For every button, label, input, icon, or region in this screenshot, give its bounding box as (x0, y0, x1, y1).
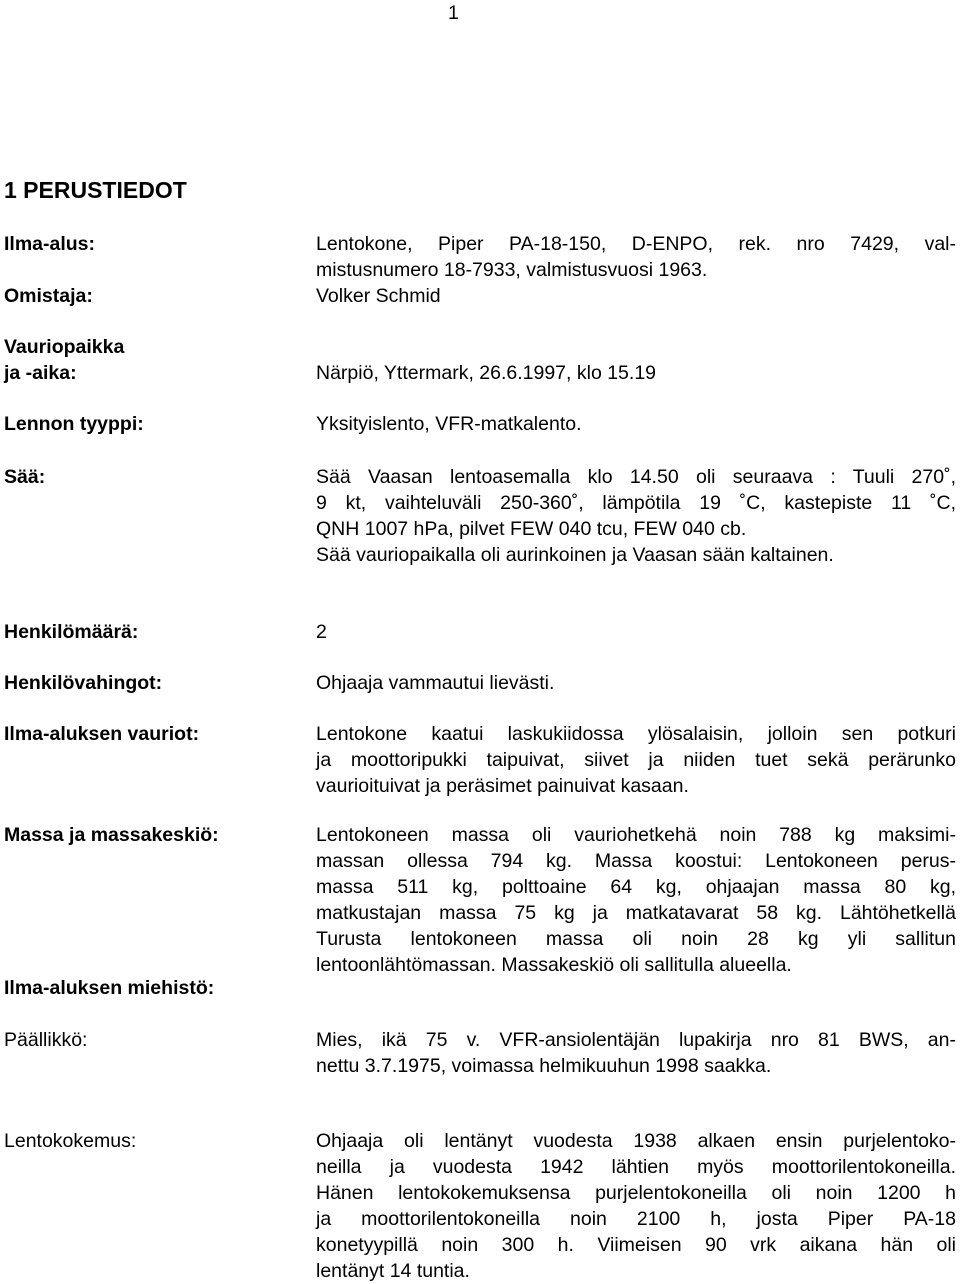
label-paallikko: Päällikkö: (4, 1029, 88, 1051)
value-line: Lentokone, Piper PA-18-150, D-ENPO, rek. nro 7429, val- (316, 233, 956, 255)
value-line: Sää Vaasan lentoasemalla klo 14.50 oli seuraava : Tuuli 270˚, (316, 466, 956, 488)
value-line: Lentokoneen massa oli vauriohetkehä noin 788 kg maksimi- (316, 824, 956, 846)
value-vauriot (316, 721, 956, 799)
value-omistaja: Volker Schmid (316, 285, 441, 307)
label-massa: Massa ja massakeskiö: (4, 824, 219, 846)
value-line: massa 511 kg, polttoaine 64 kg, ohjaajan massa 80 kg, (316, 876, 956, 898)
label-omistaja: Omistaja: (4, 285, 93, 307)
label-lentokokemus: Lentokokemus: (4, 1130, 137, 1152)
value-lentokokemus (316, 1128, 956, 1284)
value-paallikko (316, 1027, 956, 1079)
label-saa: Sää: (4, 466, 46, 488)
value-line: Hänen lentokokemuksensa purjelentokoneilla oli noin 1200 h (316, 1182, 956, 1204)
label-vauriopaikka: Vauriopaikka (4, 336, 125, 358)
label-lennon-tyyppi: Lennon tyyppi: (4, 413, 144, 435)
label-henkilomaara: Henkilömäärä: (4, 621, 139, 643)
value-line: QNH 1007 hPa, pilvet FEW 040 tcu, FEW 040 cb. (316, 518, 747, 540)
value-line: vaurioituivat ja peräsimet painuivat kasaan. (316, 775, 689, 797)
label-ja-aika: ja -aika: (4, 362, 77, 384)
value-line: ja moottorilentokoneilla noin 2100 h, josta Piper PA-18 (316, 1208, 956, 1230)
value-line: mistusnumero 18-7933, valmistusvuosi 1963. (316, 259, 708, 281)
value-line: lentänyt 14 tuntia. (316, 1260, 470, 1282)
label-miehisto: Ilma-aluksen miehistö: (4, 977, 215, 999)
page-number: 1 (448, 2, 459, 24)
label-ilma-alus: Ilma-alus: (4, 233, 96, 255)
value-line: Sää vauriopaikalla oli aurinkoinen ja Vaasan sään kaltainen. (316, 544, 834, 566)
value-lennon-tyyppi: Yksityislento, VFR-matkalento. (316, 413, 582, 435)
value-ilma-alus (316, 231, 956, 283)
value-line: konetyypillä noin 300 h. Viimeisen 90 vrk aikana hän oli (316, 1234, 956, 1256)
label-henkilovahingot: Henkilövahingot: (4, 672, 163, 694)
value-saa (316, 464, 956, 568)
value-line: massan ollessa 794 kg. Massa koostui: Lentokoneen perus- (316, 850, 956, 872)
value-line: 9 kt, vaihteluväli 250-360˚, lämpötila 19 ˚C, kastepiste 11 ˚C, (316, 492, 956, 514)
section-heading: 1 PERUSTIEDOT (4, 177, 187, 203)
value-line: matkustajan massa 75 kg ja matkatavarat 58 kg. Lähtöhetkellä (316, 902, 956, 924)
value-line: Ohjaaja oli lentänyt vuodesta 1938 alkaen ensin purjelentoko- (316, 1130, 956, 1152)
value-henkilomaara: 2 (316, 621, 327, 643)
value-line: neilla ja vuodesta 1942 lähtien myös moottorilentokoneilla. (316, 1156, 956, 1178)
value-line: Lentokone kaatui laskukiidossa ylösalaisin, jolloin sen potkuri (316, 723, 956, 745)
value-vauriopaikka: Närpiö, Yttermark, 26.6.1997, klo 15.19 (316, 362, 657, 384)
value-massa (316, 822, 956, 978)
value-henkilovahingot: Ohjaaja vammautui lievästi. (316, 672, 555, 694)
value-line: Mies, ikä 75 v. VFR-ansiolentäjän lupakirja nro 81 BWS, an- (316, 1029, 956, 1051)
value-line: lentoonlähtömassan. Massakeskiö oli sallitulla alueella. (316, 954, 792, 976)
value-line: nettu 3.7.1975, voimassa helmikuuhun 1998 saakka. (316, 1055, 772, 1077)
label-vauriot: Ilma-aluksen vauriot: (4, 723, 200, 745)
value-line: ja moottoripukki taipuivat, siivet ja niiden tuet sekä perärunko (316, 749, 956, 771)
value-line: Turusta lentokoneen massa oli noin 28 kg yli sallitun (316, 928, 956, 950)
